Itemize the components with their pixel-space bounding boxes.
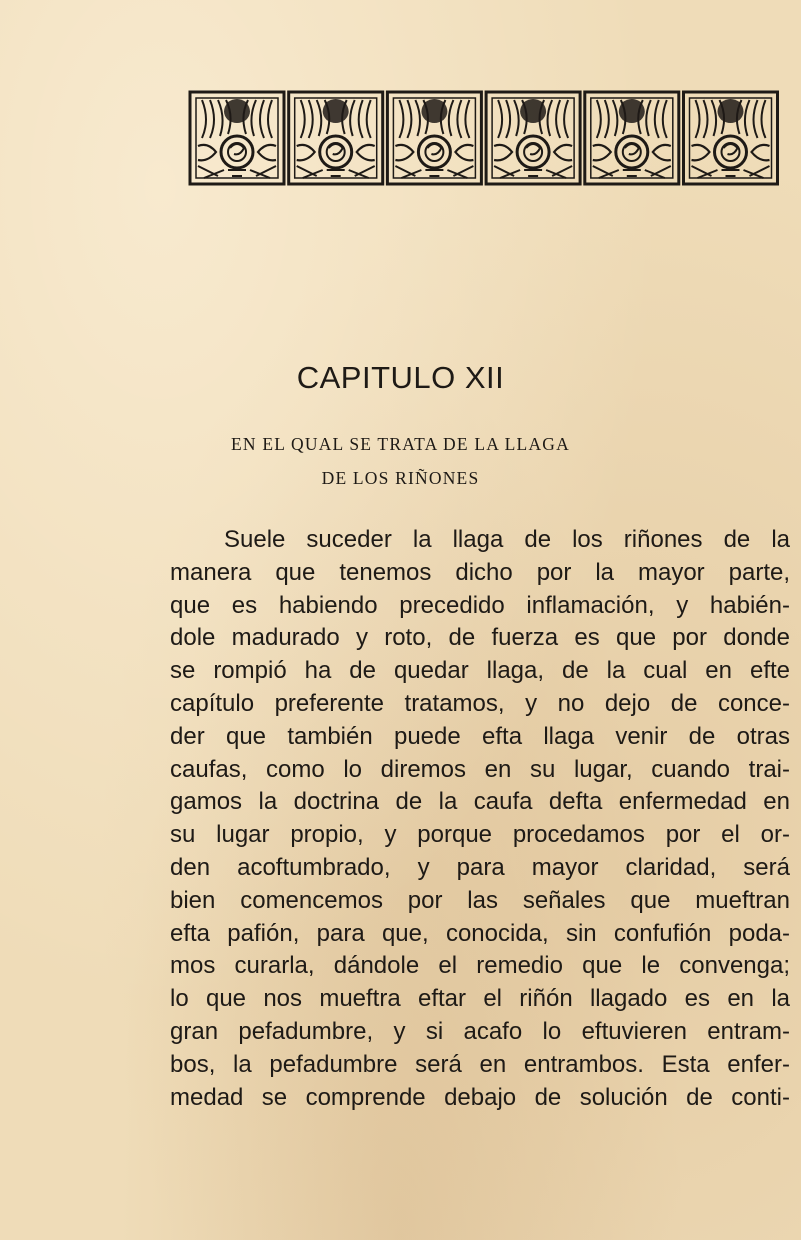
text-line: manera que tenemos dicho por la mayor parte, (170, 558, 790, 586)
text-line: lo que nos mueftra eftar el riñón llagado es en la (170, 985, 790, 1013)
text-line: bos, la pefadumbre será en entrambos. Esta enfer- (170, 1050, 790, 1078)
text-line: gamos la doctrina de la caufa defta enfermedad en (170, 788, 790, 816)
text-line: su lugar propio, y porque procedamos por el or- (170, 821, 790, 849)
text-line: Suele suceder la llaga de los riñones de la (224, 526, 790, 553)
text-line: dole madurado y roto, de fuerza es que por donde (170, 624, 790, 652)
body-paragraph (170, 524, 790, 1114)
text-line: se rompió ha de quedar llaga, de la cual en efte (170, 657, 790, 685)
text-line: mos curarla, dándole el remedio que le convenga; (170, 952, 790, 980)
text-line: caufas, como lo diremos en su lugar, cuando trai- (170, 755, 790, 783)
decorative-frieze-icon (188, 90, 780, 186)
text-line: gran pefadumbre, y si acafo lo eftuvieren entram- (170, 1017, 790, 1045)
text-line: medad se comprende debajo de solución de conti- (170, 1083, 790, 1111)
chapter-subtitle-line-2: DE LOS RIÑONES (321, 468, 480, 488)
text-line: efta pafión, para que, conocida, sin confufión poda- (170, 919, 790, 947)
text-line: den acoftumbrado, y para mayor claridad, será (170, 853, 790, 881)
text-line: que es habiendo precedido inflamación, y habién- (170, 591, 790, 619)
chapter-title: CAPITULO XII (296, 360, 505, 395)
chapter-subtitle-line-1: EN EL QUAL SE TRATA DE LA LLAGA (231, 434, 570, 454)
text-line: capítulo preferente tratamos, y no dejo de conce- (170, 689, 790, 717)
text-line: der que también puede efta llaga venir de otras (170, 722, 790, 750)
text-line: bien comencemos por las señales que mueftran (170, 886, 790, 914)
